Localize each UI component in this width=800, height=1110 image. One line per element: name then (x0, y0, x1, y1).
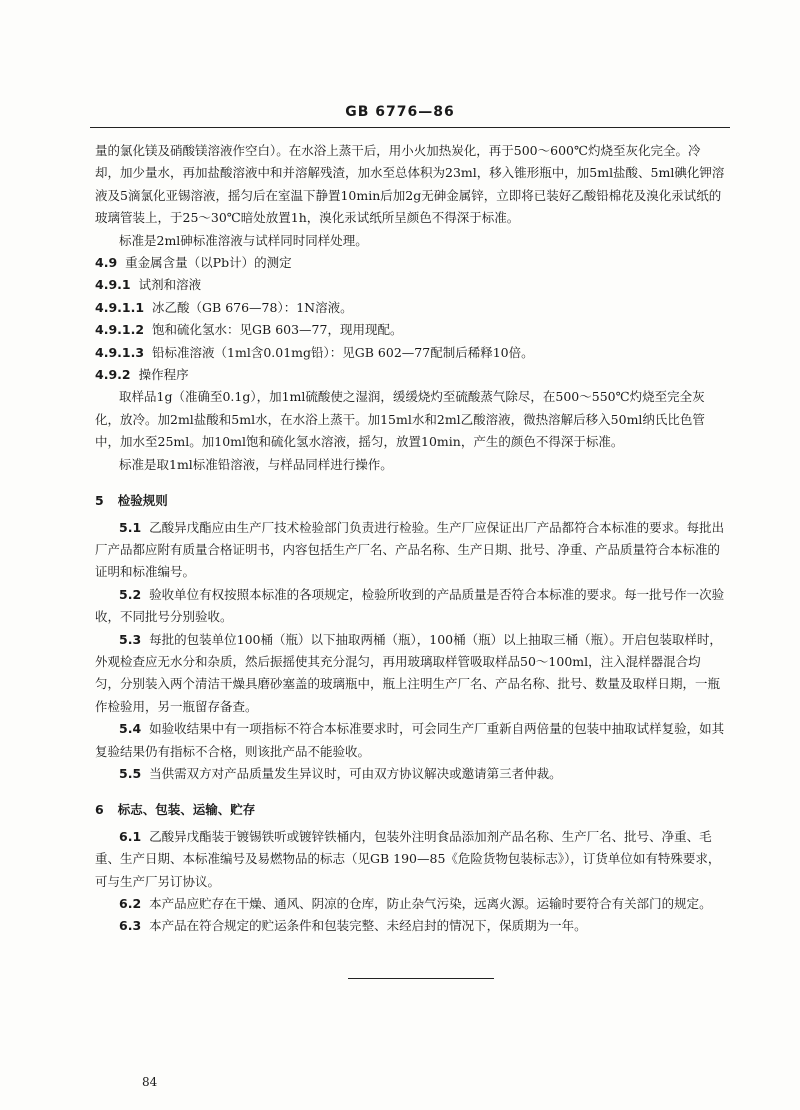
procedure-paragraph: 取样品1g（准确至0.1g），加1ml硫酸使之湿润，缓缓烧灼至硫酸蒸气除尽，在500～550℃灼烧至完全灰化，放冷。加2ml盐酸和5ml水，在水浴上蒸干。加15ml水和2ml乙酸溶液，微热溶解后移入50ml纳氏比色管中，加水至25ml。加10ml饱和硫化氢水溶液，摇匀，放置10min，产生的颜色不得深于标准。 (95, 389, 705, 450)
section-number: 5.2 (119, 586, 142, 602)
section-text: 当供需双方对产品质量发生异议时，可由双方协议解决或邀请第三者仲裁。 (149, 765, 562, 781)
section-number: 6 (95, 802, 104, 818)
section-5-1 (95, 517, 725, 584)
section-4-9-1-1 (95, 297, 725, 319)
section-text: 冰乙酸（GB 676—78）：1N溶液。 (152, 299, 353, 315)
section-number: 4.9.1.3 (95, 344, 145, 360)
arsenic-standard-note: 标准是2ml砷标准溶液与试样同时同样处理。 (119, 232, 368, 248)
section-text: 乙酸异戊酯装于镀锡铁听或镀锌铁桶内，包装外注明食品添加剂产品名称、生产厂名、批号、净重、毛重、生产日期、本标准编号及易燃物品的标志（见GB 190—85《危险货物包装标志》），订货单位如有特殊要求，可与生产厂另订协议。 (95, 828, 721, 889)
section-title: 重金属含量（以Pb计）的测定 (125, 255, 292, 271)
section-5-heading (95, 490, 725, 512)
section-5-4 (95, 718, 725, 763)
section-4-9-heading (95, 252, 725, 274)
page-number: 84 (142, 1075, 158, 1089)
section-title: 试剂和溶液 (138, 277, 202, 293)
section-title: 检验规则 (117, 493, 168, 509)
section-title: 操作程序 (138, 367, 189, 383)
section-text: 乙酸异戊酯应由生产厂技术检验部门负责进行检验。生产厂应保证出厂产品都符合本标准的要求。每批出厂产品都应附有质量合格证明书，内容包括生产厂名、产品名称、生产日期、批号、净重、产品质量符合本标准的证明和标准编号。 (95, 519, 725, 580)
section-number: 4.9 (95, 255, 118, 271)
section-5-2 (95, 584, 725, 629)
section-number: 4.9.1 (95, 277, 131, 293)
section-number: 5 (95, 493, 104, 509)
section-6-1 (95, 826, 725, 893)
section-number: 5.1 (119, 519, 142, 535)
section-text: 饱和硫化氢水：见GB 603—77，现用现配。 (152, 322, 403, 338)
section-5-3 (95, 629, 725, 719)
section-text: 如验收结果中有一项指标不符合本标准要求时，可会同生产厂重新自两倍量的包装中抽取试样复验，如其复验结果仍有指标不合格，则该批产品不能验收。 (95, 721, 725, 759)
section-number: 6.3 (119, 918, 142, 934)
end-divider (348, 978, 494, 979)
section-4-9-2-heading (95, 364, 725, 386)
section-number: 4.9.1.1 (95, 299, 145, 315)
section-number: 4.9.2 (95, 367, 131, 383)
section-title: 标志、包装、运输、贮存 (117, 802, 256, 818)
section-6-2 (95, 893, 725, 915)
section-4-9-1-2 (95, 319, 725, 341)
section-4-9-1-3 (95, 342, 725, 364)
section-text: 每批的包装单位100桶（瓶）以下抽取两桶（瓶），100桶（瓶）以上抽取三桶（瓶）。开启包装取样时，外观检查应无水分和杂质，然后振摇使其充分混匀，再用玻璃取样管吸取样品50～100ml，注入混样器混合均匀，分别装入两个清洁干燥具磨砂塞盖的玻璃瓶中，瓶上注明生产厂名、产品名称、批号、数量及取样日期，一瓶作检验用，另一瓶留存备查。 (95, 631, 722, 714)
section-5-5 (95, 763, 725, 785)
lead-standard-note: 标准是取1ml标准铅溶液，与样品同样进行操作。 (119, 456, 393, 472)
section-number: 6.2 (119, 896, 142, 911)
standard-number-header: GB 6776—86 (345, 104, 455, 120)
section-text: 验收单位有权按照本标准的各项规定，检验所收到的产品质量是否符合本标准的要求。每一批号作一次验收，不同批号分别验收。 (95, 586, 725, 625)
section-number: 5.5 (119, 765, 142, 781)
section-6-3 (95, 915, 725, 937)
section-number: 4.9.1.2 (95, 322, 145, 338)
header-divider (90, 127, 730, 128)
document-body (95, 140, 725, 938)
section-text: 铅标准溶液（1ml含0.01mg铅）：见GB 602—77配制后稀释10倍。 (152, 344, 534, 360)
section-number: 5.4 (119, 721, 142, 737)
section-text: 本产品应贮存在干燥、通风、阴凉的仓库，防止杂气污染，远离火源。运输时要符合有关部门的规定。 (149, 896, 712, 911)
continued-paragraph: 量的氯化镁及硝酸镁溶液作空白）。在水浴上蒸干后，用小火加热炭化，再于500～600℃灼烧至灰化完全。冷却，加少量水，再加盐酸溶液中和并溶解残渣，加水至总体积为23ml，移入锥形瓶中，加5ml盐酸、5ml碘化钾溶液及5滴氯化亚锡溶液，摇匀后在室温下静置10min后加2g无砷金属锌，立即将已装好乙酸铅棉花及溴化汞试纸的玻璃管装上，于25～30℃暗处放置1h，溴化汞试纸所呈颜色不得深于标准。 (95, 143, 725, 226)
section-number: 5.3 (119, 631, 142, 647)
section-number: 6.1 (119, 828, 142, 844)
section-4-9-1-heading (95, 274, 725, 296)
section-text: 本产品在符合规定的贮运条件和包装完整、未经启封的情况下，保质期为一年。 (149, 918, 587, 934)
section-6-heading (95, 799, 725, 821)
